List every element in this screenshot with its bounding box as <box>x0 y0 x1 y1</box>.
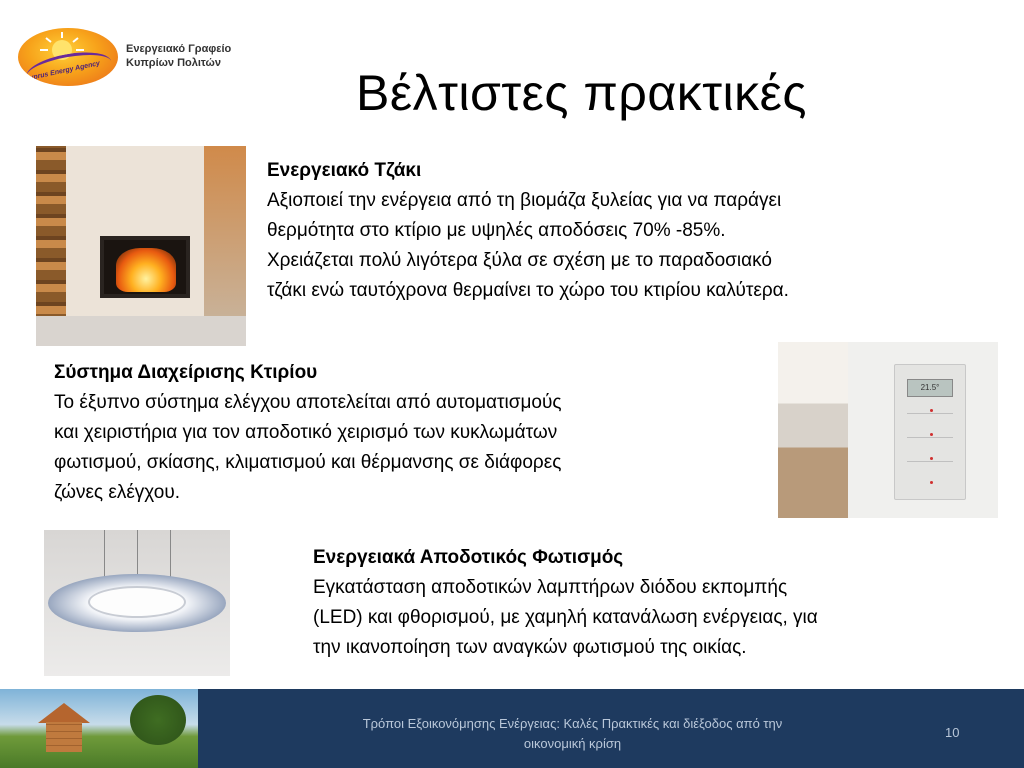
logo-name-line1: Ενεργειακό Γραφείο <box>126 43 232 55</box>
section-line: ζώνες ελέγχου. <box>54 482 180 503</box>
section-line: την ικανοποίηση των αναγκών φωτισμού της οικίας. <box>313 637 747 658</box>
section-building-management <box>54 358 754 508</box>
section-efficient-lighting <box>313 543 993 663</box>
logo-arc-text: Cyprus Energy Agency <box>24 60 101 83</box>
logo-name-line2: Κυπρίων Πολιτών <box>126 57 221 69</box>
controller-display: 21.5° <box>907 379 953 397</box>
footer-line2: οικονομική κρίση <box>523 736 622 751</box>
page-number: 10 <box>945 725 960 740</box>
house-icon <box>46 722 82 752</box>
section-line: θερμότητα στο κτίριο με υψηλές αποδόσεις 70% -85%. <box>267 220 726 241</box>
house-roof-icon <box>38 703 90 723</box>
section-line: φωτισμού, σκίασης, κλιματισμού και θέρμανσης σε διάφορες <box>54 452 562 473</box>
led-lamp-photo <box>44 530 230 676</box>
slide-title: Βέλτιστες πρακτικές <box>356 65 807 121</box>
flame-icon <box>116 248 176 292</box>
section-heading: Σύστημα Διαχείρισης Κτιρίου <box>54 362 318 383</box>
section-line: Το έξυπνο σύστημα ελέγχου αποτελείται από αυτοματισμούς <box>54 392 562 413</box>
control-panel-photo <box>778 342 998 518</box>
section-line: Χρειάζεται πολύ λιγότερα ξύλα σε σχέση με το παραδοσιακό <box>267 250 772 271</box>
agency-logo <box>18 28 238 88</box>
section-line: και χειριστήρια για τον αποδοτικό χειρισμό των κυκλωμάτων <box>54 422 558 443</box>
lamp-diffuser <box>88 586 186 618</box>
wall-controller <box>894 364 966 500</box>
logo-name <box>126 42 231 70</box>
section-line: τζάκι ενώ ταυτόχρονα θερμαίνει το χώρο του κτιρίου καλύτερα. <box>267 280 789 301</box>
section-energy-fireplace <box>267 156 967 306</box>
footer-caption <box>300 714 845 754</box>
fireplace-firebox <box>100 236 190 298</box>
section-line: Εγκατάσταση αποδοτικών λαμπτήρων διόδου εκπομπής <box>313 577 788 598</box>
footer-house-image <box>0 689 198 768</box>
section-heading: Ενεργειακά Αποδοτικός Φωτισμός <box>313 547 624 568</box>
slide-footer <box>0 689 1024 768</box>
kitchen-background <box>778 342 848 518</box>
section-heading: Ενεργειακό Τζάκι <box>267 160 422 181</box>
section-line: Αξιοποιεί την ενέργεια από τη βιομάζα ξυλείας για να παράγει <box>267 190 782 211</box>
tree-icon <box>130 695 186 745</box>
logo-emblem <box>18 28 118 86</box>
section-line: (LED) και φθορισμού, με χαμηλή κατανάλωση ενέργειας, για <box>313 607 818 628</box>
fireplace-photo <box>36 146 246 346</box>
footer-line1: Τρόποι Εξοικονόμησης Ενέργειας: Καλές Πρακτικές και διέξοδος από την <box>362 716 783 731</box>
